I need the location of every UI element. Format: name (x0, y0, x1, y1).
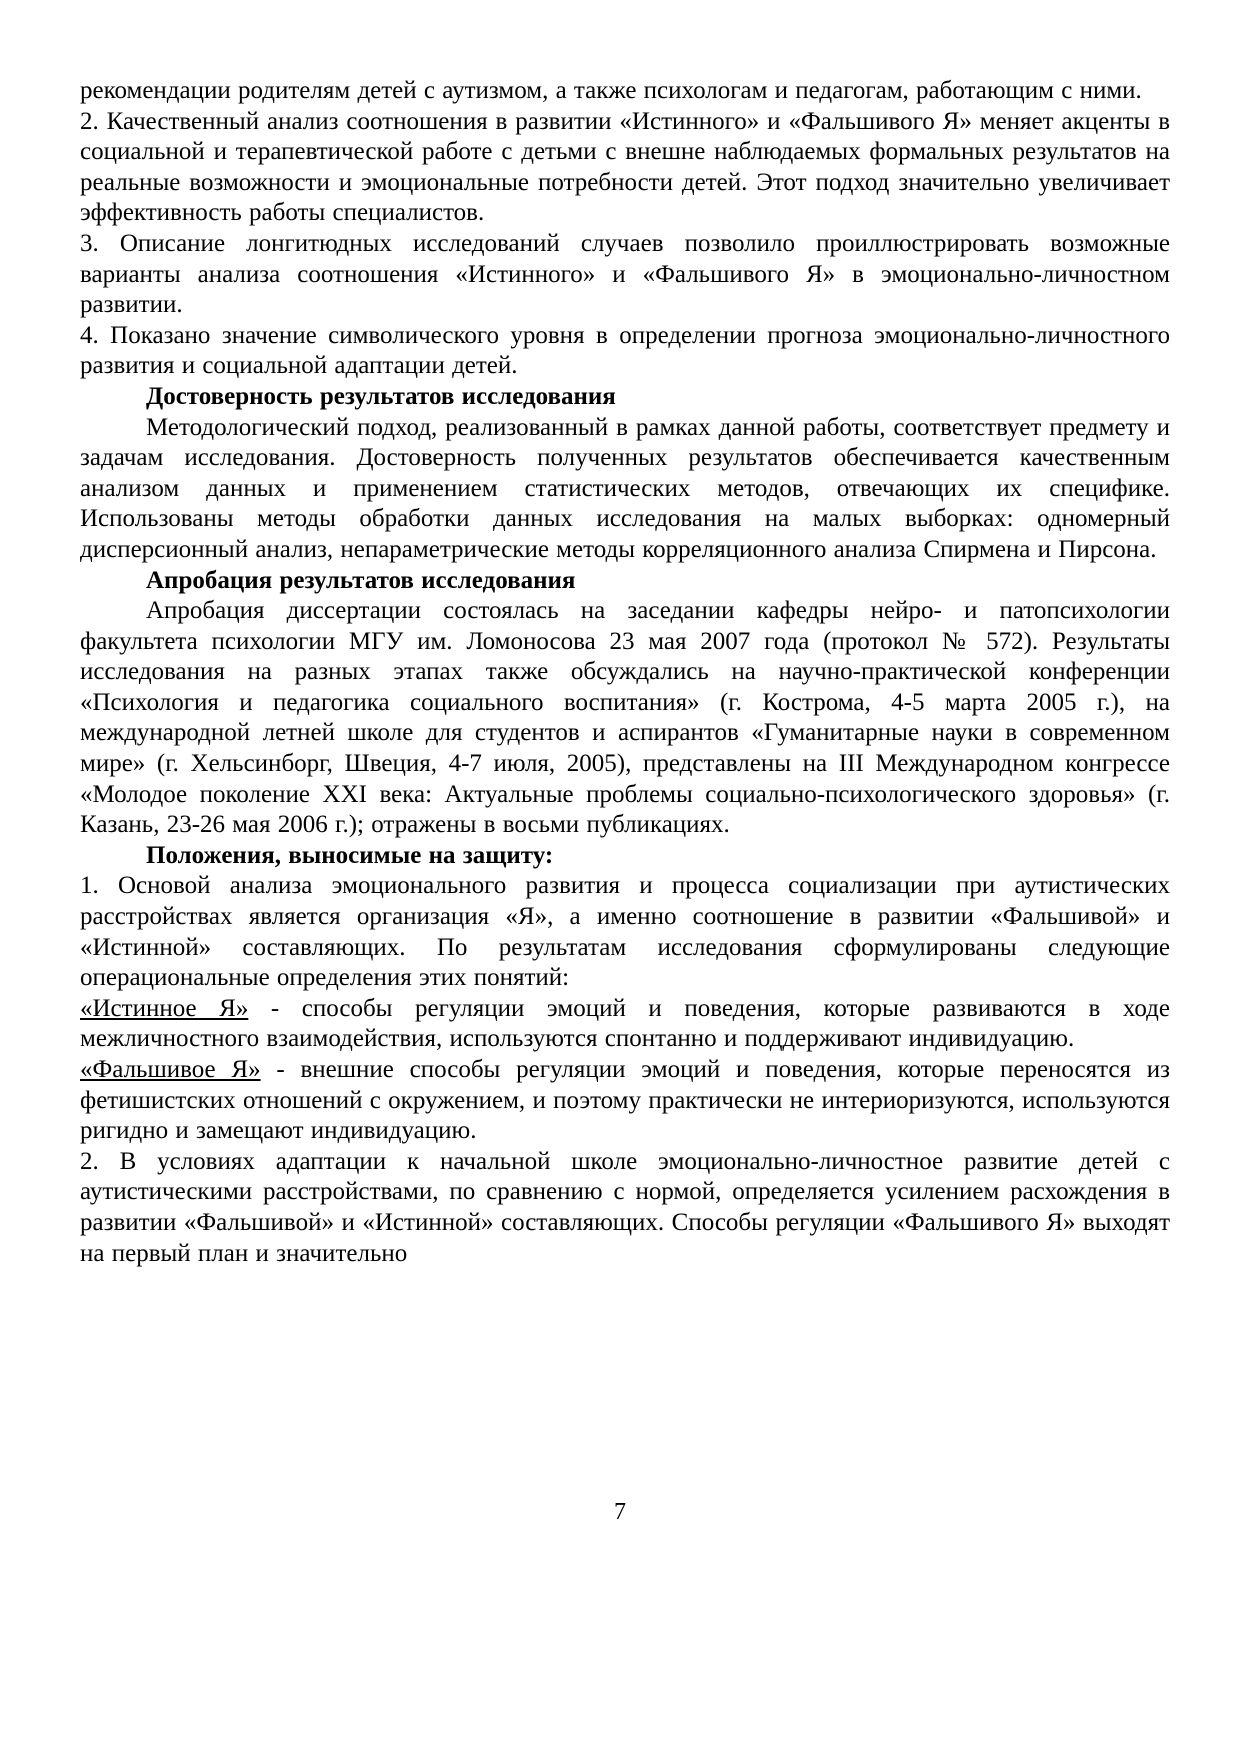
text-run: 2. Качественный анализ соотношения в развитии «Истинного» и «Фальшивого Я» меняет акценты в социальной и терапевтической работе с детьми с внешне наблюдаемых формальных результатов на реальные возможности и эмоциональные потребности детей. Этот подход значительно увеличивает эффективность работы специалистов. (80, 107, 1170, 227)
page-number: 7 (614, 1499, 626, 1525)
paragraph (80, 1147, 1170, 1269)
text-run: Достоверность результатов исследования (146, 382, 616, 410)
section-heading (80, 566, 1170, 597)
paragraph (80, 107, 1170, 229)
paragraph (80, 1055, 1170, 1147)
underlined-term: «Фальшивое Я» (80, 1056, 261, 1083)
text-run: Методологический подход, реализованный в рамках данной работы, соответствует предмету и задачам исследования. Достоверность полученных результатов обеспечивается качественным анализом данных и применением статистических методов, отвечающих их специфике. Использованы методы обработки данных исследования на малых выборках: одномерный дисперсионный анализ, непараметрические методы корреляционного анализа Спирмена и Пирсона. (80, 413, 1170, 563)
paragraph (80, 76, 1170, 107)
text-run: Положения, выносимые на защиту: (146, 841, 554, 869)
text-run: Апробация диссертации состоялась на заседании кафедры нейро- и патопсихологии факультета психологии МГУ им. Ломоносова 23 мая 2007 года (протокол № 572). Результаты исследования на разных этапах также обсуждались на научно-практической конференции «Психология и педагогика социального воспитания» (г. Кострома, 4-5 марта 2005 г.), на международной летней школе для студентов и аспирантов «Гуманитарные науки в современном мире» (г. Хельсинборг, Швеция, 4-7 июля, 2005), представлены на III Международном конгрессе «Молодое поколение XXI века: Актуальные проблемы социально-психологического здоровья» (г. Казань, 23-26 мая 2006 г.); отражены в восьми публикациях. (80, 597, 1170, 839)
paragraph (80, 994, 1170, 1055)
paragraph (80, 413, 1170, 566)
document-body (80, 76, 1170, 1269)
text-run: рекомендации родителям детей с аутизмом, а также психологам и педагогам, работающим с ними. (80, 77, 1142, 104)
text-run: - способы регуляции эмоций и поведения, которые развиваются в ходе межличностного взаимодействия, используются спонтанно и поддерживают индивидуацию. (80, 994, 1170, 1053)
text-run: - внешние способы регуляции эмоций и поведения, которые переносятся из фетишистских отношений с окружением, и поэтому практически не интериоризуются, используются ригидно и замещают индивидуацию. (80, 1056, 1170, 1145)
paragraph (80, 321, 1170, 382)
text-run: 1. Основой анализа эмоционального развития и процесса социализации при аутистических расстройствах является организация «Я», а именно соотношение в развитии «Фальшивой» и «Истинной» составляющих. По результатам исследования сформулированы следующие операциональные определения этих понятий: (80, 872, 1170, 992)
text-run: Апробация результатов исследования (146, 566, 576, 594)
paragraph (80, 596, 1170, 841)
section-heading (80, 841, 1170, 872)
paragraph (80, 871, 1170, 993)
text-run: 3. Описание лонгитюдных исследований случаев позволило проиллюстрировать возможные варианты анализа соотношения «Истинного» и «Фальшивого Я» в эмоционально-личностном развитии. (80, 229, 1170, 319)
section-heading (80, 382, 1170, 413)
text-run: 2. В условиях адаптации к начальной школе эмоционально-личностное развитие детей с аутистическими расстройствами, по сравнению с нормой, определяется усилением расхождения в развитии «Фальшивой» и «Истинной» составляющих. Способы регуляции «Фальшивого Я» выходят на первый план и значительно (80, 1147, 1170, 1267)
underlined-term: «Истинное Я» (80, 994, 249, 1022)
text-run: 4. Показано значение символического уровня в определении прогноза эмоционально-личностного развития и социальной адаптации детей. (80, 321, 1170, 380)
paragraph (80, 229, 1170, 321)
